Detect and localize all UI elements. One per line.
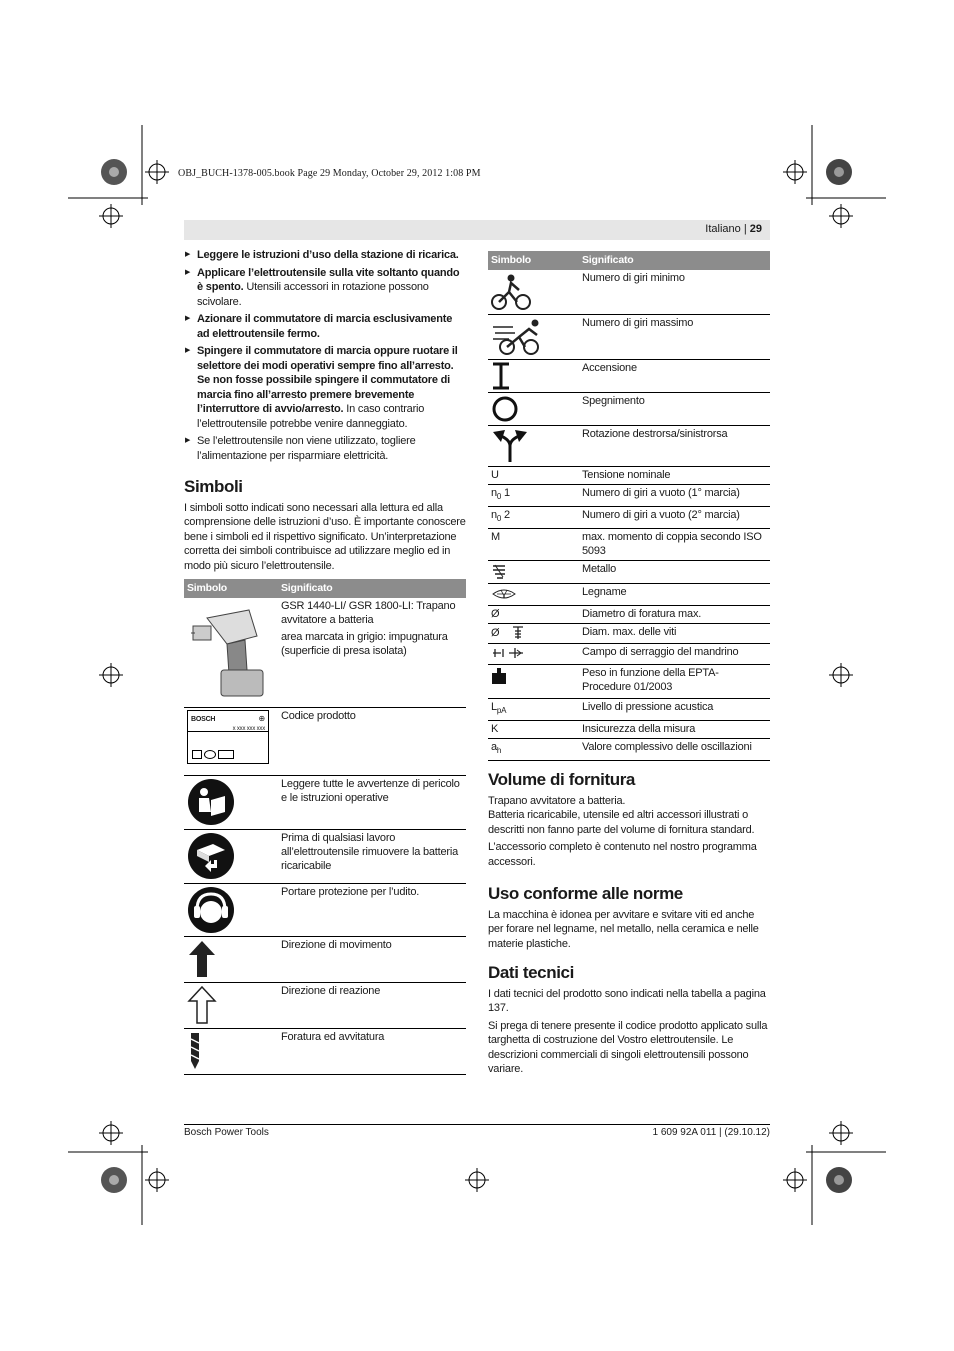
volume-text-1: Trapano avvitatore a batteria. xyxy=(488,794,626,807)
row-text: Direzione di movimento xyxy=(281,939,392,951)
left-column xyxy=(184,248,466,1075)
footer-brand: Bosch Power Tools xyxy=(184,1127,269,1138)
table-row xyxy=(488,359,770,392)
bullet-item: ▶ Applicare l’elettroutensile sulla vite soltanto quando è spento. Utensili accessori in rotazione possono scivolare. xyxy=(184,266,466,310)
bullet-item: ▶ Azionare il commutatore di marcia esclusivamente ad elettroutensile fermo. xyxy=(184,312,466,341)
row-text: Accensione xyxy=(579,359,770,392)
row-text: Peso in funzione della EPTA-Procedure 01/2003 xyxy=(579,664,770,698)
row-symbol: $L_{pA}$ xyxy=(488,698,579,720)
page-header: Italiano | 29 xyxy=(705,223,762,235)
nameplate-icon: BOSCH ⊕ x xxx xxx xxx xyxy=(187,710,269,764)
remove-battery-icon xyxy=(187,832,235,880)
row-text: Valore complessivo delle oscillazioni xyxy=(579,739,770,761)
cyclist-fast-icon xyxy=(491,317,543,357)
table-row xyxy=(184,983,466,1029)
row-text: Spegnimento xyxy=(579,392,770,425)
page-number: 29 xyxy=(749,223,762,235)
row-text: Prima di qualsiasi lavoro all’elettroutensile rimuovere la batteria ricaricabile xyxy=(281,832,459,872)
row-text: Numero di giri minimo xyxy=(579,270,770,315)
row-symbol: Ø xyxy=(488,605,579,623)
drill-icon xyxy=(187,600,271,704)
row-text: Insicurezza della misura xyxy=(579,721,770,739)
row-symbol: $n_0$ 2 xyxy=(488,506,579,528)
row-text: Leggere tutte le avvertenze di pericolo e le istruzioni operative xyxy=(281,778,460,804)
table-row xyxy=(488,506,770,528)
row-text: Tensione nominale xyxy=(579,466,770,484)
table-row xyxy=(488,466,770,484)
row-symbol: $a_h$ xyxy=(488,739,579,761)
row-text-2: area marcata in grigio: impugnatura (superficie di presa isolata) xyxy=(281,630,448,657)
table-row xyxy=(488,560,770,583)
table-row xyxy=(184,830,466,884)
power-on-icon xyxy=(491,362,511,390)
wood-icon xyxy=(491,586,517,602)
dati-text-1: I dati tecnici del prodotto sono indicati nella tabella a pagina 137. xyxy=(488,987,766,1015)
row-text: Rotazione destrorsa/sinistrorsa xyxy=(579,425,770,466)
dati-text-2: Si prega di tenere presente il codice prodotto applicato sulla targhetta di costruzione del Vostro elettroutensile. Le descrizioni commerciali di singoli elettroutensili possono variare. xyxy=(488,1019,768,1076)
table-row xyxy=(488,528,770,560)
table-row xyxy=(488,664,770,698)
col-header-simbolo: Simbolo xyxy=(184,579,278,598)
safety-bullets xyxy=(184,248,466,463)
table-row xyxy=(488,721,770,739)
page-header-bar xyxy=(184,220,770,240)
right-column xyxy=(488,251,770,1077)
volume-text-3: L’accessorio completo è contenuto nel nostro programma accessori. xyxy=(488,841,757,868)
table-row xyxy=(184,708,466,776)
row-text: Metallo xyxy=(579,560,770,583)
bullet-item: ▶ Se l’elettroutensile non viene utilizzato, togliere l’alimentazione per risparmiare elettricità. xyxy=(184,434,466,463)
row-text: max. momento di coppia secondo ISO 5093 xyxy=(579,528,770,560)
table-row xyxy=(488,698,770,720)
row-text: Foratura ed avvitatura xyxy=(281,1031,385,1043)
metal-icon xyxy=(491,563,507,579)
uso-text: La macchina è idonea per avvitare e svitare viti ed anche per forare nel legname, nel metallo, nella ceramica e nelle materie plastiche. xyxy=(488,908,759,950)
book-info-line: OBJ_BUCH-1378-005.book Page 29 Monday, October 29, 2012 1:08 PM xyxy=(178,168,481,179)
row-text: Direzione di reazione xyxy=(281,985,381,997)
dati-heading: Dati tecnici xyxy=(488,963,574,983)
table-row xyxy=(488,623,770,643)
simboli-heading: Simboli xyxy=(184,477,243,496)
bullet-item: ▶ Leggere le istruzioni d’uso della stazione di ricarica. xyxy=(184,248,466,263)
table-row xyxy=(184,776,466,830)
table-row xyxy=(184,1029,466,1075)
read-manual-icon xyxy=(187,778,235,826)
reaction-arrow-icon xyxy=(187,985,217,1025)
power-off-icon xyxy=(491,395,519,423)
table-row xyxy=(184,884,466,937)
col-header-significato: Significato xyxy=(278,579,466,598)
row-text: Diam. max. delle viti xyxy=(579,623,770,643)
row-text: Numero di giri a vuoto (2° marcia) xyxy=(579,506,770,528)
row-symbol: M xyxy=(488,528,579,560)
drill-bit-icon xyxy=(187,1031,203,1071)
table-row xyxy=(488,739,770,761)
row-text: Diametro di foratura max. xyxy=(579,605,770,623)
table-row xyxy=(488,270,770,315)
table-row xyxy=(184,598,466,708)
row-text: GSR 1440-LI/ GSR 1800-LI: Trapano avvitatore a batteria xyxy=(281,599,456,626)
language-label: Italiano xyxy=(705,223,741,235)
volume-text-2: Batteria ricaricabile, utensile ed altri accessori illustrati o descritti non fanno parte del volume di fornitura standard. xyxy=(488,809,755,836)
col-header-simbolo: Simbolo xyxy=(488,251,579,270)
row-symbol: Ø xyxy=(488,623,579,643)
table-row xyxy=(488,314,770,359)
row-text: Campo di serraggio del mandrino xyxy=(579,643,770,664)
table-row xyxy=(488,605,770,623)
cyclist-slow-icon xyxy=(491,272,531,312)
row-symbol: $n_0$ 1 xyxy=(488,484,579,506)
simboli-intro: I simboli sotto indicati sono necessari alla lettura ed alla comprensione delle istruzioni d’uso. È importante conoscere bene i simboli ed il rispettivo significato. Un’interpretazione corretta dei simboli contribuisce ad utilizzare meglio ed in modo più sicuro l’elettroutensile. xyxy=(184,501,466,572)
row-symbol: K xyxy=(488,721,579,739)
row-text: Numero di giri a vuoto (1° marcia) xyxy=(579,484,770,506)
row-text: Numero di giri massimo xyxy=(579,314,770,359)
bullet-item: ▶ Spingere il commutatore di marcia oppure ruotare il selettore dei modi operativi sempre fino all’arresto. Se non fosse possibile spingere il commutatore di marcia fino all’arresto premere brevemente l’interruttore di avvio/arresto. In caso contrario l’elettroutensile potrebbe venire danneggiato. xyxy=(184,344,466,431)
uso-heading: Uso conforme alle norme xyxy=(488,884,683,904)
row-text: Portare protezione per l’udito. xyxy=(281,886,420,898)
page-footer xyxy=(184,1124,770,1138)
table-row xyxy=(488,643,770,664)
weight-icon xyxy=(491,667,507,685)
volume-heading: Volume di fornitura xyxy=(488,770,635,790)
row-text: Legname xyxy=(579,583,770,605)
table-row xyxy=(488,583,770,605)
row-symbol: U xyxy=(488,466,579,484)
row-text: Livello di pressione acustica xyxy=(579,698,770,720)
footer-docnum: 1 609 92A 011 | (29.10.12) xyxy=(652,1127,770,1138)
table-row xyxy=(184,937,466,983)
rotation-direction-icon xyxy=(491,428,529,464)
col-header-significato: Significato xyxy=(579,251,770,270)
table-row xyxy=(488,392,770,425)
table-row xyxy=(488,425,770,466)
ear-protection-icon xyxy=(187,886,235,934)
left-symbol-table xyxy=(184,579,466,1075)
row-text: Codice prodotto xyxy=(281,710,356,722)
table-row xyxy=(488,484,770,506)
movement-arrow-icon xyxy=(187,939,217,979)
right-symbol-table xyxy=(488,251,770,761)
chuck-range-icon xyxy=(491,646,525,660)
screw-icon xyxy=(512,625,524,641)
